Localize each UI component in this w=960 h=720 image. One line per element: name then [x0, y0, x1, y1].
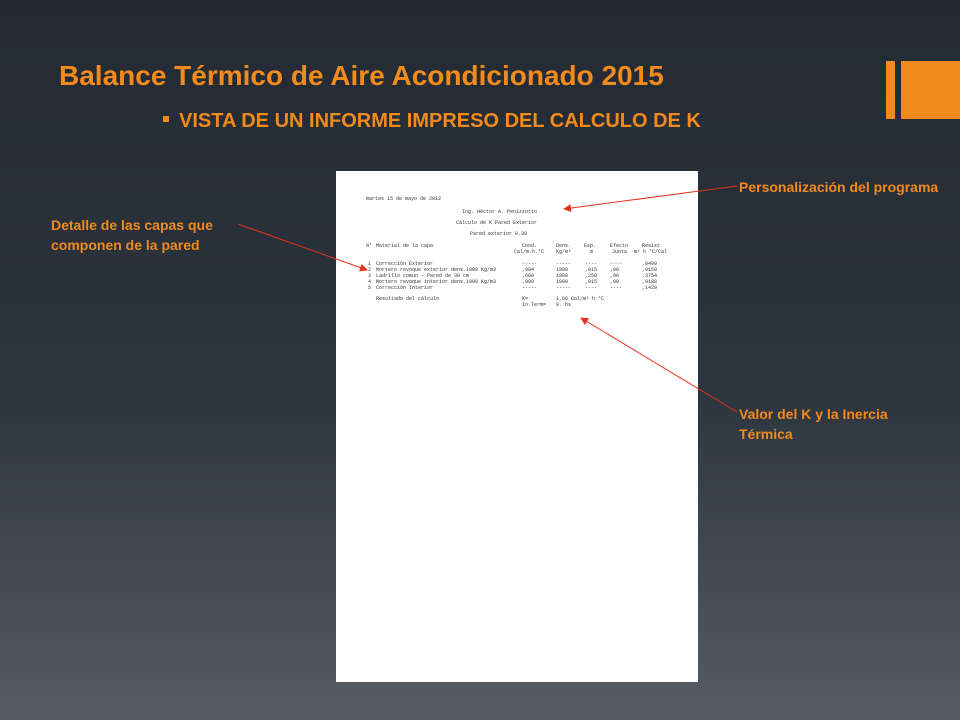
unit-resist: m² h °C/Cal: [634, 249, 668, 255]
row-material: Ladrillo comun - Pared de 30 cm: [376, 273, 470, 279]
row-num: 1: [368, 261, 372, 267]
row-resist: ,3754: [642, 273, 658, 279]
row-num: 5: [368, 285, 372, 291]
row-efecto: ----: [610, 285, 623, 291]
unit-esp: m: [590, 249, 594, 255]
row-cond: ,600: [522, 273, 535, 279]
row-esp: ,015: [585, 267, 598, 273]
result-label: Resultado del cálculo: [376, 296, 440, 302]
row-efecto: ,00: [610, 279, 620, 285]
row-dens: 1900: [556, 273, 569, 279]
annotation-layers: Detalle de las capas que componen de la pared: [51, 217, 213, 253]
row-cond: -----: [522, 261, 538, 267]
subtitle-text: VISTA DE UN INFORME IMPRESO DEL CALCULO DE K: [179, 110, 701, 132]
annotation-program: Personalización del programa: [739, 179, 939, 195]
header-material: Material de la capa: [376, 243, 434, 249]
inertia-value: 9. hs: [556, 302, 572, 308]
unit-efecto: Junta: [612, 249, 628, 255]
report-wall-name: Pared exterior 0.30: [470, 231, 528, 237]
row-dens: -----: [556, 261, 572, 267]
row-num: 3: [368, 273, 372, 279]
k-value: 1,66 Cal/m² h °C: [556, 296, 605, 302]
row-cond: -----: [522, 285, 538, 291]
unit-cond: Cal/m.h.°C: [514, 249, 545, 255]
row-efecto: ,00: [610, 267, 620, 273]
annotation-k-value: Valor del K y la Inercia Térmica: [739, 406, 888, 442]
arrow-k-value: [581, 318, 737, 412]
row-material: Mortero revoque interior dens.1900 Kg/m3: [376, 279, 497, 285]
row-resist: ,0499: [642, 261, 658, 267]
unit-dens: Kg/m³: [556, 249, 572, 255]
row-cond: ,800: [522, 279, 535, 285]
slide-title: Balance Térmico de Aire Acondicionado 2015: [59, 60, 664, 91]
header-efecto: Efecto: [610, 243, 629, 249]
header-dens: Dens.: [556, 243, 572, 249]
arrow-program: [564, 186, 737, 209]
row-esp: ,250: [585, 273, 598, 279]
header-cond: Cond.: [522, 243, 538, 249]
row-dens: 1900: [556, 267, 569, 273]
header-num: N°: [366, 243, 373, 249]
row-esp: ,015: [585, 279, 598, 285]
row-resist: ,1429: [642, 285, 658, 291]
inertia-label: In.Term=: [522, 302, 547, 308]
report-date: martes 15 de mayo de 2012: [366, 196, 442, 202]
row-material: Mortero revoque exterior dens.1900 Kg/m3: [376, 267, 497, 273]
k-label: K=: [522, 296, 529, 302]
row-resist: ,0188: [642, 279, 658, 285]
arrow-layers: [238, 224, 367, 270]
row-num: 4: [368, 279, 372, 285]
row-dens: 1900: [556, 279, 569, 285]
row-dens: -----: [556, 285, 572, 291]
row-esp: ----: [585, 261, 598, 267]
row-esp: ----: [585, 285, 598, 291]
row-num: 2: [368, 267, 372, 273]
row-material: Corrección Interior: [376, 285, 434, 291]
row-material: Corrección Exterior: [376, 261, 434, 267]
header-resist: Resist: [642, 243, 661, 249]
report-calc-title: Cálculo de K Pared Exterior: [456, 220, 538, 226]
header-esp: Esp.: [584, 243, 597, 249]
row-efecto: ----: [610, 261, 623, 267]
row-efecto: ,90: [610, 273, 620, 279]
row-resist: ,0150: [642, 267, 658, 273]
row-cond: ,994: [522, 267, 535, 273]
report-engineer: Ing. Héctor A. Penizzotto: [462, 209, 538, 215]
